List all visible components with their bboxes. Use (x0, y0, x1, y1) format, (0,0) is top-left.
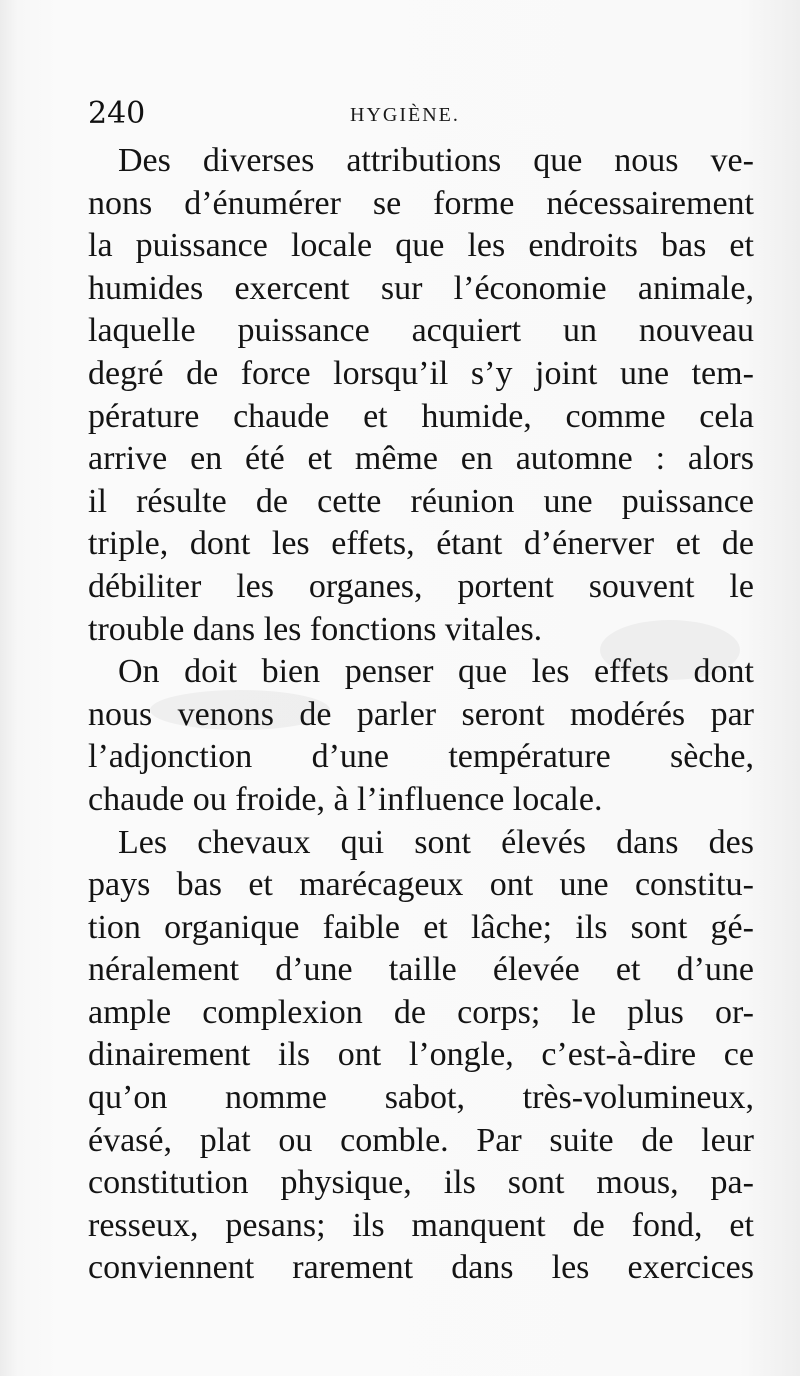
text-line (88, 864, 754, 907)
word: automne (515, 440, 633, 478)
word: comble. (340, 1121, 449, 1159)
word: et (729, 1206, 754, 1244)
text-line (88, 1247, 754, 1290)
word: dans (616, 823, 679, 861)
word: ils (575, 908, 608, 946)
word: et (307, 440, 333, 478)
word: organique (164, 908, 300, 946)
word: comme (565, 397, 666, 435)
word: nomme (225, 1079, 327, 1117)
text-line (88, 225, 754, 268)
word: bien (261, 653, 321, 691)
word: et (615, 951, 641, 989)
word: sont (414, 823, 471, 861)
word: pérature (88, 397, 200, 435)
text-line (88, 523, 754, 566)
word: humide, (421, 397, 532, 435)
word: locale (290, 227, 373, 265)
word: les (551, 1249, 590, 1287)
word: portent (457, 567, 554, 605)
word: et (675, 525, 701, 563)
text-line (88, 1162, 754, 1205)
word: degré (88, 354, 164, 392)
word: dont (189, 525, 251, 563)
word: évasé, (88, 1121, 173, 1159)
text-line (88, 396, 754, 439)
text-line (88, 183, 754, 226)
word: d’énumérer (184, 184, 341, 222)
word: de (572, 1206, 605, 1244)
word: une (559, 866, 609, 904)
word: ont (489, 866, 534, 904)
word: Les (118, 823, 168, 861)
word: et (248, 866, 273, 904)
word: exercices (627, 1249, 754, 1287)
word: venons (177, 695, 274, 733)
running-title: HYGIÈNE. (350, 104, 460, 126)
word: bas (176, 866, 222, 904)
word: température (448, 738, 611, 776)
word: penser (344, 653, 434, 691)
word: les (271, 525, 310, 563)
word: dans (451, 1249, 514, 1287)
word: endroits (528, 227, 638, 265)
word: corps; (457, 993, 541, 1031)
word: complexion (202, 993, 363, 1031)
word: de (299, 695, 332, 733)
word: et (423, 908, 448, 946)
word: ils (278, 1036, 311, 1074)
word: de (255, 482, 288, 520)
text-line (88, 438, 754, 481)
word: débiliter (88, 567, 202, 605)
word: pa- (710, 1164, 754, 1202)
word: d’une (275, 951, 353, 989)
word: pays (88, 866, 151, 904)
word: ce (723, 1036, 754, 1074)
text-line (88, 1205, 754, 1248)
word: qui (340, 823, 385, 861)
word: et (363, 397, 388, 435)
word: leur (701, 1121, 754, 1159)
word: ont (337, 1036, 382, 1074)
word: animale, (637, 269, 754, 307)
word: d’énerver (523, 525, 655, 563)
word: faible (322, 908, 401, 946)
word: que (458, 653, 508, 691)
word: de (721, 525, 754, 563)
word: exercent (234, 269, 350, 307)
word: On (118, 653, 160, 691)
text-line: trouble dans les fonctions vitales. (88, 610, 543, 648)
word: une (619, 354, 670, 392)
word: qu’on (88, 1079, 168, 1117)
word: l’économie (453, 269, 607, 307)
word: ils (352, 1206, 385, 1244)
word: souvent (588, 567, 695, 605)
word: resseux, (88, 1206, 199, 1244)
word: ou (278, 1121, 313, 1159)
word: d’une (311, 738, 390, 776)
word: or- (714, 993, 754, 1031)
word: marécageux (299, 866, 464, 904)
word: attributions (346, 142, 502, 179)
text-line (88, 481, 754, 524)
text-line (88, 992, 754, 1035)
word: réunion (410, 482, 515, 520)
word: que (395, 227, 445, 265)
word: c’est-à-dire (541, 1036, 697, 1074)
word: tion (88, 908, 141, 946)
text-line (88, 1077, 754, 1120)
word: des (708, 823, 754, 861)
word: nons (88, 184, 153, 222)
word: acquiert (411, 312, 522, 350)
word: la (88, 227, 113, 265)
word: chevaux (197, 823, 311, 861)
word: néralement (88, 951, 240, 989)
text-line (88, 949, 754, 992)
word: suite (549, 1121, 614, 1159)
word: tem- (691, 354, 754, 392)
text-line (88, 822, 754, 865)
word: alors (687, 440, 754, 478)
text-line (88, 907, 754, 950)
word: cette (317, 482, 382, 520)
text-line (88, 651, 754, 694)
text-line (88, 694, 754, 737)
word: : (655, 440, 666, 478)
text-line (88, 736, 754, 779)
word: très-volumineux, (522, 1079, 754, 1117)
text-line (88, 1120, 754, 1163)
word: joint (535, 354, 598, 392)
word: s’y (470, 354, 513, 392)
word: modérés (569, 695, 686, 733)
word: résulte (136, 482, 227, 520)
word: de (641, 1121, 674, 1159)
word: Des (118, 142, 171, 179)
word: diverses (202, 142, 315, 179)
word: élevée (492, 951, 580, 989)
word: puissance (135, 227, 268, 265)
word: sont (507, 1164, 565, 1202)
running-head (88, 96, 748, 132)
word: humides (88, 269, 204, 307)
word: parler (356, 695, 437, 733)
word: effets (594, 653, 669, 691)
word: les (531, 653, 570, 691)
word: cela (699, 397, 754, 435)
word: un (562, 312, 597, 350)
word: le (571, 993, 596, 1031)
text-line (88, 268, 754, 311)
word: gé- (710, 908, 754, 946)
word: triple, (88, 525, 169, 563)
word: fond, (631, 1206, 703, 1244)
word: les (236, 567, 274, 605)
word: nous (614, 142, 679, 179)
word: plat (199, 1121, 251, 1159)
word: doit (184, 653, 238, 691)
word: nécessairement (546, 184, 754, 222)
word: été (245, 440, 285, 478)
word: chaude (233, 397, 330, 435)
word: taille (388, 951, 457, 989)
word: force (240, 354, 311, 392)
word: l’adjonction (88, 738, 253, 776)
word: physique, (280, 1164, 412, 1202)
word: Par (476, 1121, 522, 1159)
word: forme (433, 184, 515, 222)
word: dont (693, 653, 754, 691)
word: sur (380, 269, 423, 307)
word: que (533, 142, 583, 179)
word: organes, (308, 567, 423, 605)
text-line (88, 1034, 754, 1077)
word: il (88, 482, 107, 520)
text-line (88, 310, 754, 353)
word: bas (660, 227, 707, 265)
word: sèche, (669, 738, 754, 776)
word: seront (461, 695, 545, 733)
word: en (190, 440, 223, 478)
word: élevés (501, 823, 587, 861)
word: se (372, 184, 402, 222)
word: puissance (621, 482, 754, 520)
word: ils (443, 1164, 476, 1202)
word: sont (630, 908, 688, 946)
word: par (710, 695, 754, 733)
word: lâche; (470, 908, 553, 946)
word: même (354, 440, 438, 478)
word: sabot, (384, 1079, 465, 1117)
word: le (729, 567, 754, 605)
text-line (88, 140, 754, 183)
word: de (186, 354, 219, 392)
word: pesans; (225, 1206, 326, 1244)
word: en (460, 440, 493, 478)
word: manquent (411, 1206, 546, 1244)
word: nous (88, 695, 153, 733)
word: puissance (237, 312, 370, 350)
word: l’ongle, (408, 1036, 514, 1074)
body-text (88, 140, 754, 1290)
word: les (467, 227, 506, 265)
word: plus (627, 993, 684, 1031)
word: mous, (596, 1164, 679, 1202)
text-line (88, 566, 754, 609)
word: lorsqu’il (333, 354, 449, 392)
word: une (543, 482, 593, 520)
word: et (729, 227, 754, 265)
word: constitu- (634, 866, 754, 904)
text-line: chaude ou froide, à l’influence locale. (88, 780, 603, 818)
word: rarement (292, 1249, 414, 1287)
word: étant (436, 525, 503, 563)
word: ample (88, 993, 172, 1031)
word: arrive (88, 440, 168, 478)
word: de (393, 993, 427, 1031)
text-line (88, 353, 754, 396)
word: effets, (331, 525, 415, 563)
word: dinairement (88, 1036, 251, 1074)
word: ve- (710, 142, 754, 179)
word: nouveau (638, 312, 754, 350)
page-number: 240 (88, 96, 146, 131)
word: conviennent (88, 1249, 255, 1287)
word: laquelle (88, 312, 196, 350)
word: constitution (88, 1164, 249, 1202)
word: d’une (676, 951, 754, 989)
